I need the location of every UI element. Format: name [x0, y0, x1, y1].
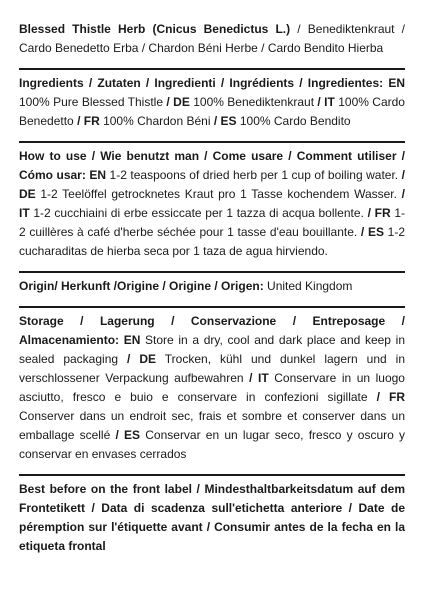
- ingredients-separator: /: [213, 114, 218, 128]
- divider: [19, 141, 405, 143]
- ingredients-code-en: EN: [388, 76, 405, 90]
- ingredients-separator: /: [77, 114, 81, 128]
- usage-code-it: IT: [19, 206, 30, 220]
- storage-code-fr: FR: [389, 390, 405, 404]
- storage-code-it: IT: [258, 371, 269, 385]
- divider: [19, 271, 405, 273]
- ingredients-section: [19, 74, 405, 131]
- usage-value-en: 1-2 teaspoons of dried herb per 1 cup of boiling water.: [106, 168, 402, 182]
- ingredients-heading: Ingredients / Zutaten / Ingredienti / Ingrédients / Ingredientes:: [19, 76, 384, 90]
- usage-code-de: DE: [19, 187, 36, 201]
- storage-code-en: EN: [123, 333, 141, 347]
- storage-text: [19, 312, 405, 464]
- best-before-text: [19, 480, 405, 556]
- storage-separator: /: [249, 371, 253, 385]
- ingredients-value-de: 100% Benediktenkraut: [189, 95, 318, 109]
- usage-value-de: 1-2 Teelöffel getrocknetes Kraut pro 1 Tasse kochendem Wasser.: [35, 187, 402, 201]
- usage-text: [19, 147, 405, 261]
- usage-code-en: EN: [89, 168, 107, 182]
- storage-separator: /: [376, 390, 380, 404]
- usage-separator: /: [401, 187, 405, 201]
- storage-separator: /: [115, 428, 119, 442]
- usage-heading: How to use / Wie benutzt man / Come usare / Comment utiliser / Cómo usar:: [19, 149, 405, 182]
- ingredients-value-es: 100% Cardo Bendito: [236, 114, 351, 128]
- origin-value: United Kingdom: [263, 279, 353, 293]
- product-name-section: [19, 20, 405, 58]
- product-name-latin: Blessed Thistle Herb (Cnicus Benedictus L.): [19, 22, 291, 36]
- origin-heading: Origin/ Herkunft /Origine / Origine / Origen:: [19, 279, 264, 293]
- divider: [19, 474, 405, 476]
- usage-code-fr: FR: [374, 206, 391, 220]
- best-before-section: [19, 480, 405, 556]
- storage-code-es: ES: [124, 428, 141, 442]
- storage-value-en: Store in a dry, cool and dark place and keep in sealed packaging: [19, 333, 405, 366]
- usage-separator: /: [401, 168, 405, 182]
- origin-section: [19, 277, 405, 296]
- ingredients-code-de: DE: [173, 95, 190, 109]
- usage-section: [19, 147, 405, 261]
- ingredients-value-it: 100% Cardo Benedetto: [19, 95, 405, 128]
- divider: [19, 68, 405, 70]
- ingredients-code-it: IT: [324, 95, 335, 109]
- storage-heading: Storage / Lagerung / Conservazione / Entreposage / Almacenamiento:: [19, 314, 405, 347]
- usage-value-fr: 1-2 cuillères à café d'herbe séchée pour 1 tasse d'eau bouillante.: [19, 206, 405, 239]
- ingredients-code-fr: FR: [83, 114, 100, 128]
- usage-value-es: 1-2 cucharaditas de hierba seca por 1 taza de agua hirviendo.: [19, 225, 405, 258]
- ingredients-code-es: ES: [220, 114, 237, 128]
- usage-separator: /: [367, 206, 371, 220]
- ingredients-value-fr: 100% Chardon Béni: [99, 114, 214, 128]
- best-before-heading: Best before on the front label / Mindesthaltbarkeitsdatum auf dem Frontetikett / Data di scadenza sull'etichetta anteriore / Date de péremption sur l'étiquette avant / Consumir antes de la fecha en la etiqueta frontal: [19, 482, 405, 553]
- storage-code-de: DE: [139, 352, 157, 366]
- product-name-translations: / Benediktenkraut / Cardo Benedetto Erba / Chardon Béni Herbe / Cardo Bendito Hierba: [19, 22, 405, 55]
- usage-code-es: ES: [367, 225, 384, 239]
- storage-value-fr: Conserver dans un endroit sec, frais et sombre et conserver dans un emballage scellé: [19, 409, 405, 442]
- storage-value-es: Conservar en un lugar seco, fresco y oscuro y conservar en envases cerrados: [19, 428, 406, 461]
- storage-section: [19, 312, 405, 464]
- usage-separator: /: [360, 225, 365, 239]
- ingredients-value-en: 100% Pure Blessed Thistle: [19, 95, 167, 109]
- ingredients-separator: /: [166, 95, 170, 109]
- storage-value-it: Conservare in un luogo asciutto, fresco e buio e conservare in confezioni sigillate: [19, 371, 405, 404]
- divider: [19, 306, 405, 308]
- storage-value-de: Trocken, kühl und dunkel lagern und in verschlossener Verpackung aufbewahren: [19, 352, 405, 385]
- product-name: [19, 20, 405, 58]
- ingredients-separator: /: [317, 95, 321, 109]
- storage-separator: /: [127, 352, 131, 366]
- ingredients-text: [19, 74, 405, 131]
- usage-value-it: 1-2 cucchiaini di erbe essiccate per 1 tazza di acqua bollente.: [29, 206, 368, 220]
- origin-text: [19, 277, 405, 296]
